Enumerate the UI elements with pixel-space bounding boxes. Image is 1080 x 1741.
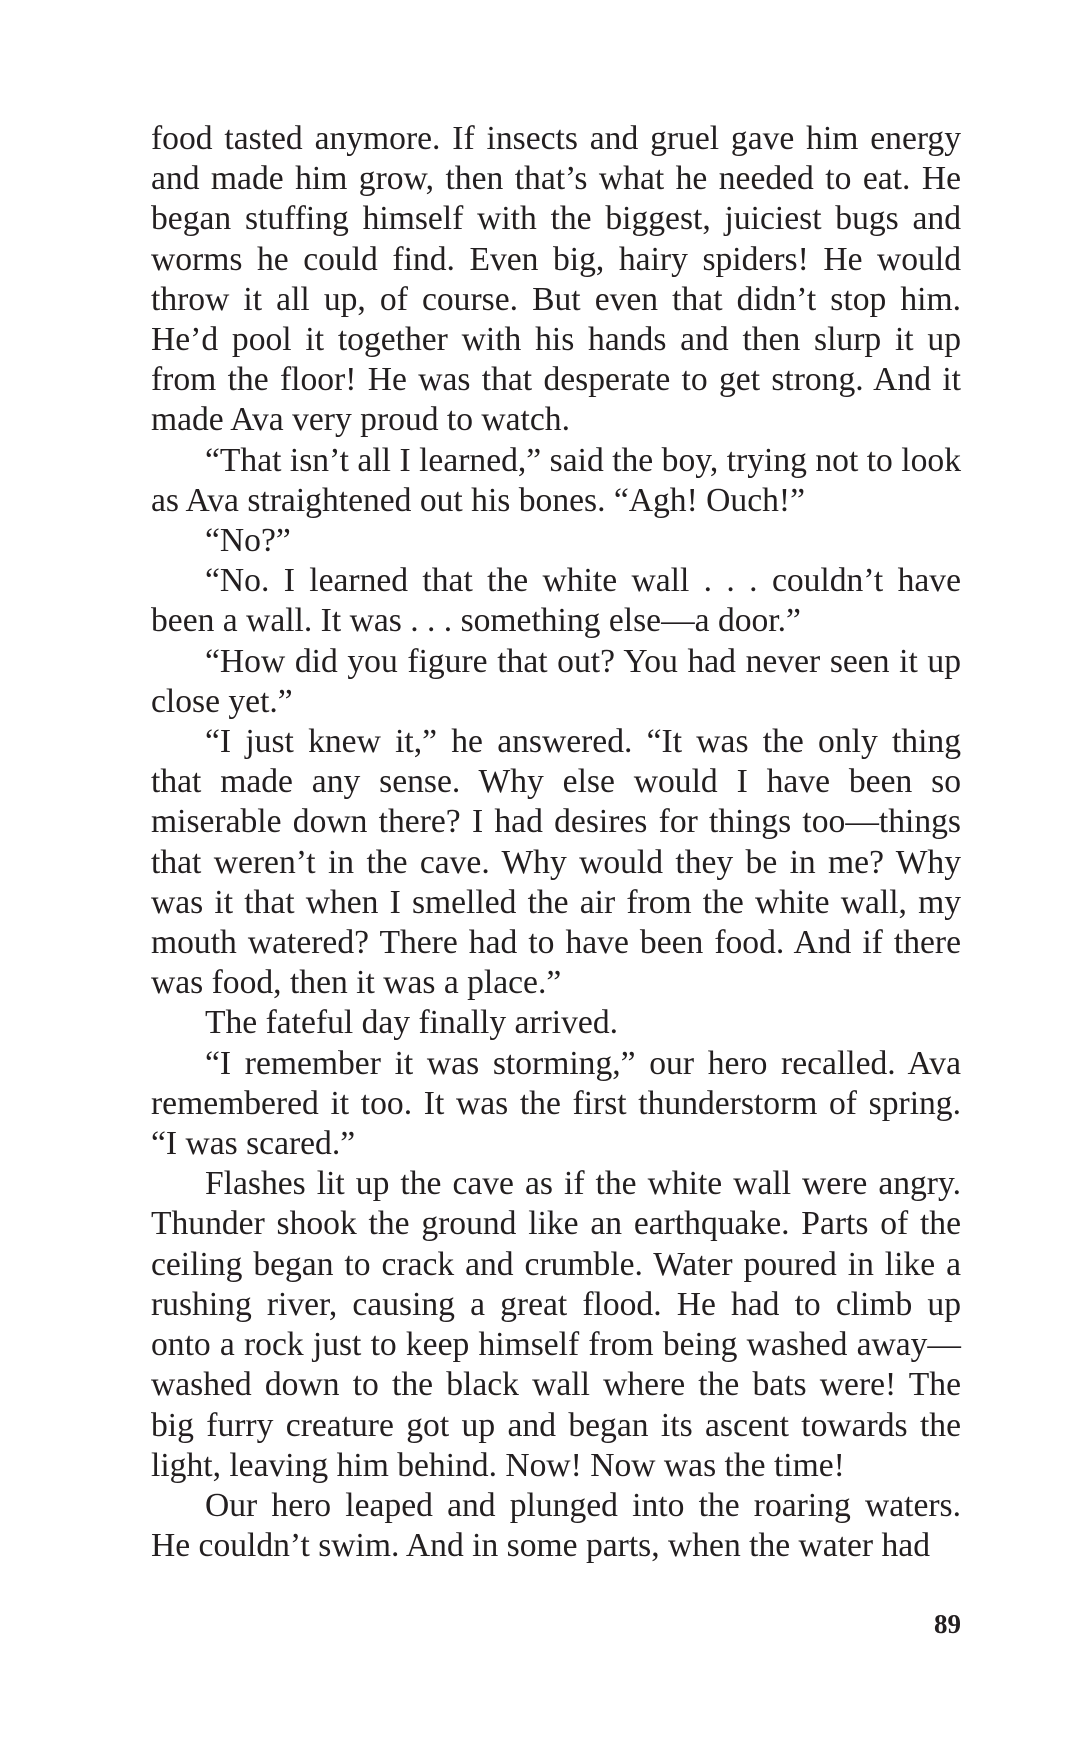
page-number: 89: [934, 1609, 961, 1639]
paragraph: food tasted anymore. If insects and gruel gave him energy and made him grow, then that’s what he needed to eat. He began stuffing himself with the biggest, juiciest bugs and worms he could find. Even big, hairy spiders! He would throw it all up, of course. But even that didn’t stop him. He’d pool it together with his hands and then slurp it up from the floor! He was that desperate to get strong. And it made Ava very proud to watch.: [151, 120, 961, 439]
paragraph: Our hero leaped and plunged into the roaring waters. He couldn’t swim. And in some parts, when the water had: [151, 1486, 961, 1565]
paragraph: “No?”: [205, 522, 291, 560]
paragraph: Flashes lit up the cave as if the white wall were angry. Thunder shook the ground like an earthquake. Parts of the ceiling began to crack and crumble. Water poured in like a rushing river, causing a great flood. He had to climb up onto a rock just to keep himself from being washed away—washed down to the black wall where the bats were! The big furry creature got up and began its ascent towards the light, leaving him behind. Now! Now was the time!: [151, 1165, 961, 1484]
paragraph: The fateful day finally arrived.: [205, 1004, 619, 1042]
paragraph: “I just knew it,” he answered. “It was the only thing that made any sense. Why else would I have been so miserable down there? I had desires for things too—things that weren’t in the cave. Why would they be in me? Why was it that when I smelled the air from the white wall, my mouth watered? There had to have been food. And if there was food, then it was a place.”: [151, 723, 961, 1002]
paragraph: “I remember it was storming,” our hero recalled. Ava remembered it too. It was the first thunderstorm of spring. “I was scared.”: [151, 1044, 961, 1163]
paragraph: “No. I learned that the white wall . . . couldn’t have been a wall. It was . . . something else—a door.”: [151, 562, 961, 640]
page-body: [151, 119, 961, 1566]
paragraph: “How did you figure that out? You had never seen it up close yet.”: [151, 642, 961, 720]
paragraph: “That isn’t all I learned,” said the boy, trying not to look as Ava straightened out his bones. “Agh! Ouch!”: [151, 441, 961, 519]
